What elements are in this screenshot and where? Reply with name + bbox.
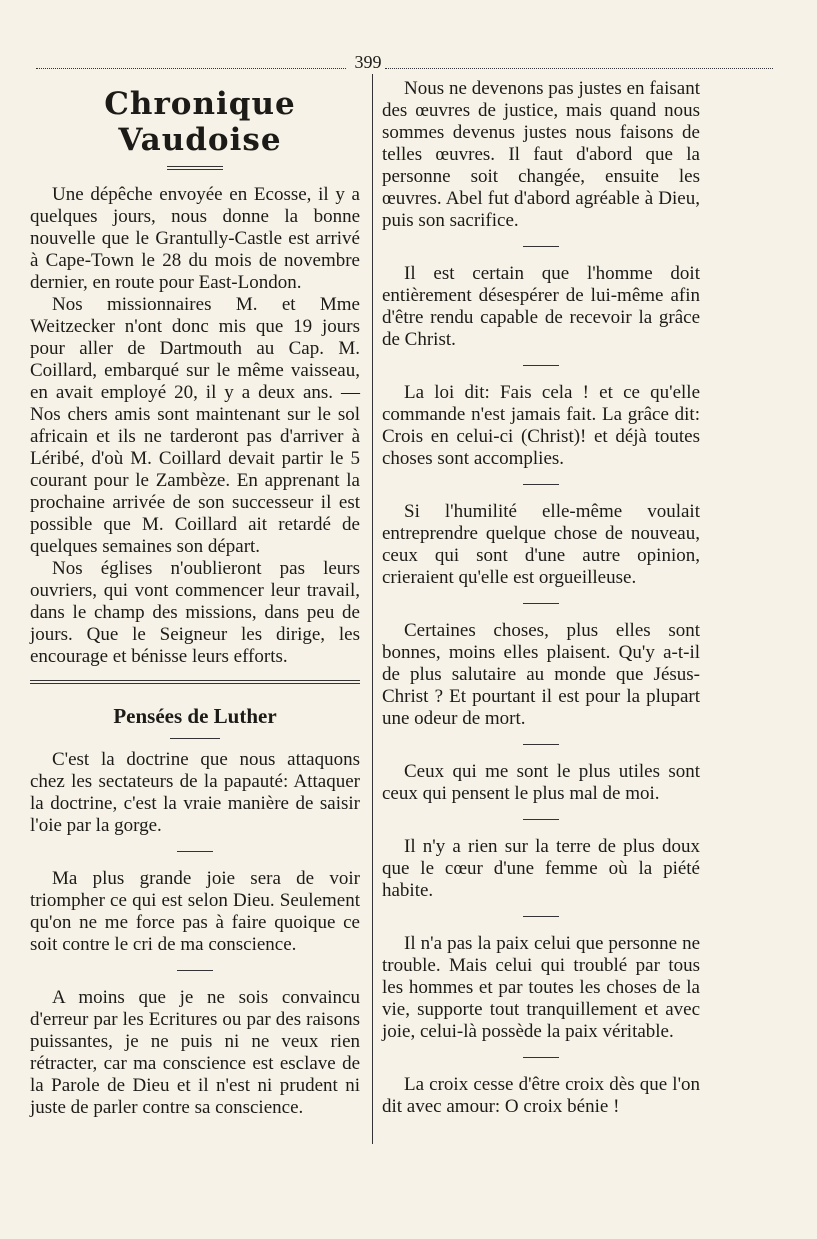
subtitle-separator	[170, 738, 220, 739]
pensee-separator	[523, 246, 559, 247]
pensee-paragraph: Nous ne devenons pas justes en faisant des œuvres de justice, mais quand nous sommes devenus justes nous faisons de telles œuvres. Il faut d'abord que la personne soit changée, ensuite les œuvres. Abel fut d'abord agréable à Dieu, puis son sacrifice.	[382, 78, 700, 231]
chronique-paragraph: Nos missionnaires M. et Mme Weitzecker n'ont donc mis que 19 jours pour aller de Dartmouth au Cap. M. Coillard, embarqué sur le même vaisseau, en avait employé 20, il y a deux ans. — Nos chers amis sont maintenant sur le sol africain et ils ne tarderont pas d'arriver à Léribé, d'où M. Coillard devait partir le 5 courant pour le Zambèze. En apprenant la prochaine arrivée de son successeur il est possible que M. Coillard ait retardé de quelques semaines son départ.	[30, 294, 360, 557]
page-number: 399	[354, 52, 382, 72]
section-divider	[30, 680, 360, 684]
pensee-separator	[523, 1057, 559, 1058]
section-title: Chronique Vaudoise	[104, 86, 296, 158]
header-rule-left	[36, 68, 346, 69]
pensee-paragraph: Si l'humilité elle-même voulait entreprendre quelque chose de nouveau, ceux qui sont d'une autre opinion, crieraient qu'elle est orgueilleuse.	[382, 501, 700, 588]
column-divider	[372, 74, 373, 1144]
pensee-separator	[523, 819, 559, 820]
pensee-paragraph: Ceux qui me sont le plus utiles sont ceux qui pensent le plus mal de moi.	[382, 761, 700, 804]
pensee-separator	[523, 916, 559, 917]
pensee-paragraph: C'est la doctrine que nous attaquons chez les sectateurs de la papauté: Attaquer la doctrine, c'est la vraie manière de saisir l'oie par la gorge.	[30, 749, 360, 836]
chronique-paragraph: Nos églises n'oublieront pas leurs ouvriers, qui vont commencer leur travail, dans le champ des missions, dans peu de jours. Que le Seigneur les dirige, les encourage et bénisse leurs efforts.	[30, 558, 360, 667]
pensee-paragraph: Il n'y a rien sur la terre de plus doux que le cœur d'une femme où la piété habite.	[382, 836, 700, 901]
subsection-title: Pensées de Luther	[113, 704, 277, 728]
pensee-paragraph: Il est certain que l'homme doit entièrement désespérer de lui-même afin d'être rendu capable de recevoir la grâce de Christ.	[382, 263, 700, 350]
pensee-paragraph: La loi dit: Fais cela ! et ce qu'elle commande n'est jamais fait. La grâce dit: Crois en celui-ci (Christ)! et déjà toutes choses sont accomplies.	[382, 382, 700, 469]
pensee-separator	[177, 970, 213, 971]
right-column	[382, 78, 700, 1118]
pensee-separator	[523, 603, 559, 604]
pensee-paragraph: A moins que je ne sois convaincu d'erreur par les Ecritures ou par des raisons puissantes, je ne puis ni ne veux rien rétracter, car ma conscience est esclave de la Parole de Dieu et il n'est ni prudent ni juste de parler contre sa conscience.	[30, 987, 360, 1118]
pensee-separator	[177, 851, 213, 852]
pensee-paragraph: Ma plus grande joie sera de voir triompher ce qui est selon Dieu. Seulement qu'on ne me force pas à faire quoique ce soit contre le cri de ma conscience.	[30, 868, 360, 955]
pensee-paragraph: Il n'a pas la paix celui que personne ne trouble. Mais celui qui troublé par tous les hommes et par toutes les choses de la vie, supporte tout tranquillement et avec joie, celui-là possède la paix véritable.	[382, 933, 700, 1042]
pensee-paragraph: Certaines choses, plus elles sont bonnes, moins elles plaisent. Qu'y a-t-il de plus salutaire au monde que Jésus-Christ ? Et pourtant il est pour la plupart une odeur de mort.	[382, 620, 700, 729]
pensee-separator	[523, 484, 559, 485]
chronique-paragraph: Une dépêche envoyée en Ecosse, il y a quelques jours, nous donne la bonne nouvelle que le Grantully-Castle est arrivé à Cape-Town le 28 du mois de novembre dernier, en route pour East-London.	[30, 184, 360, 293]
pensee-paragraph: La croix cesse d'être croix dès que l'on dit avec amour: O croix bénie !	[382, 1074, 700, 1117]
pensee-separator	[523, 365, 559, 366]
pensee-separator	[523, 744, 559, 745]
left-column	[30, 78, 360, 1119]
title-separator	[167, 166, 223, 170]
header-rule-right	[385, 68, 773, 69]
